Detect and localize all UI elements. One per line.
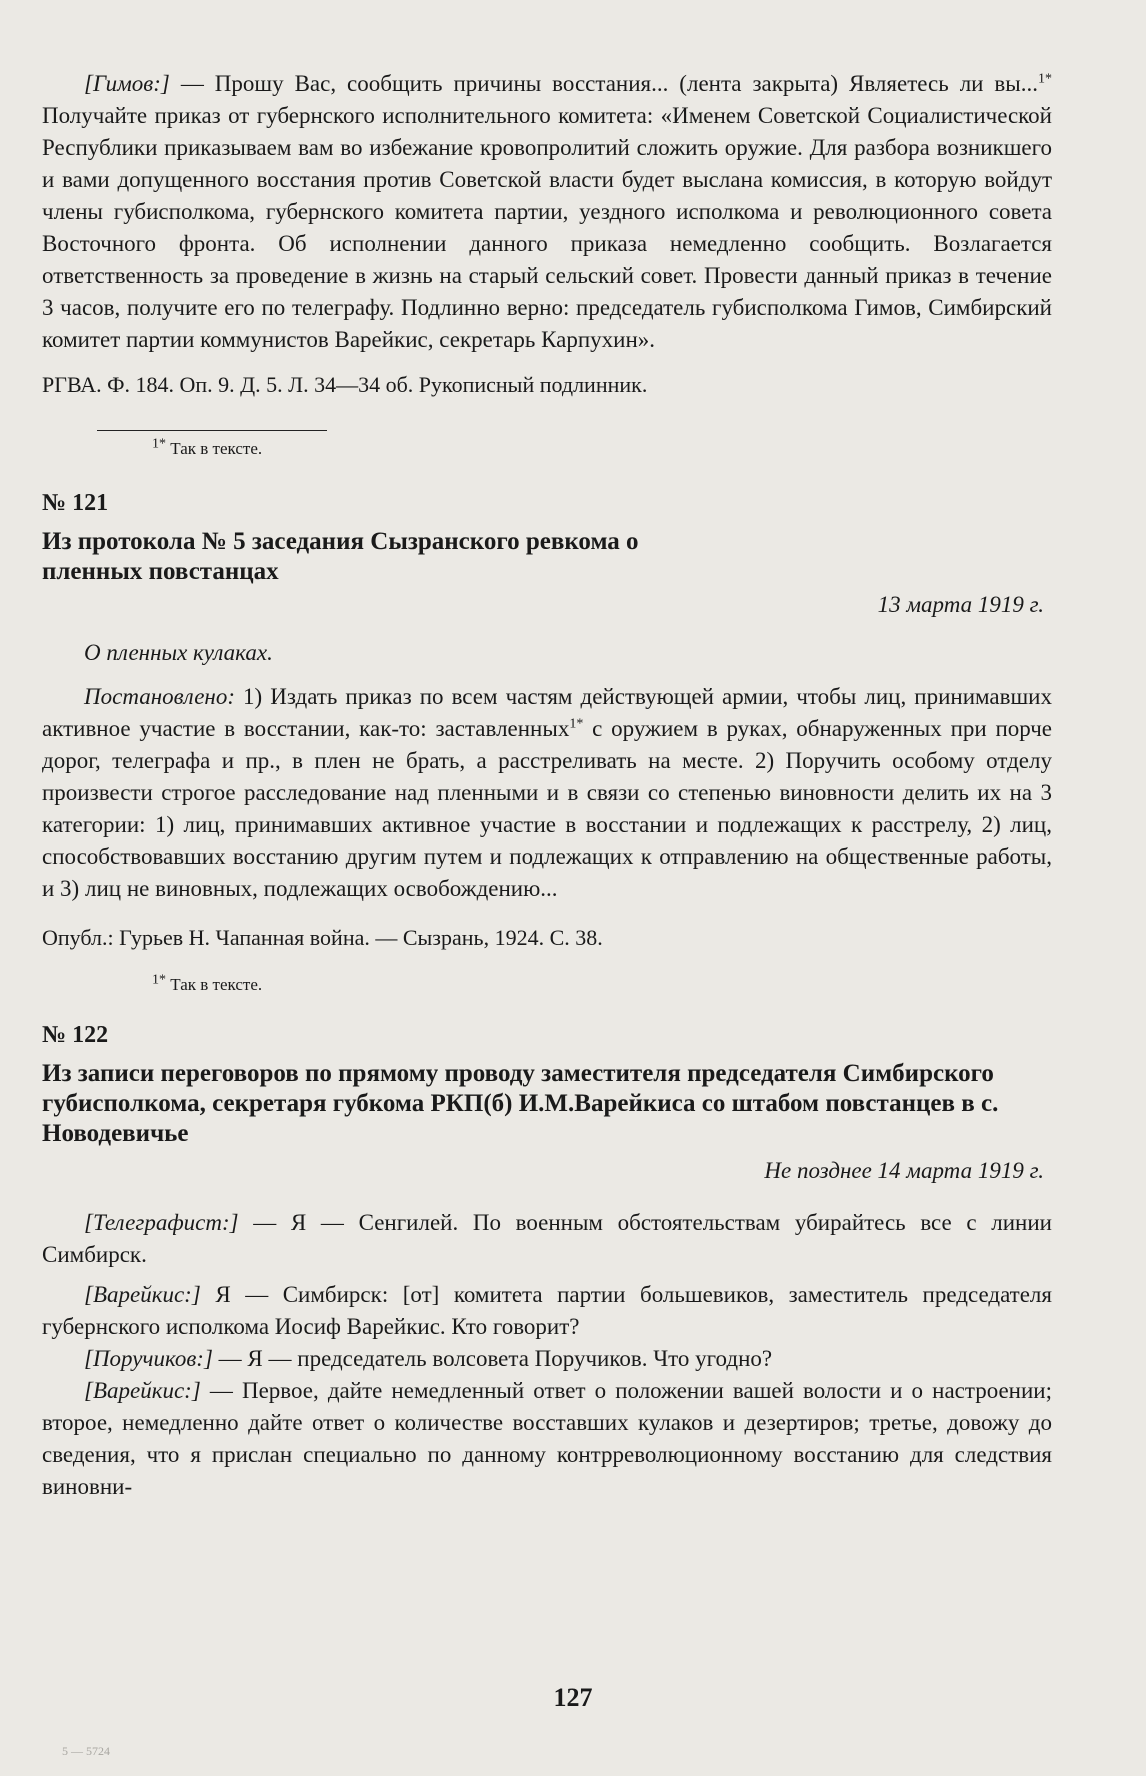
footnote-marker: 1* bbox=[1038, 71, 1052, 87]
document-title: Из протокола № 5 заседания Сызранского ревкома о пленных повстанцах bbox=[42, 528, 639, 585]
dialogue-text: — Я — Сенгилей. По военным обстоятельствам убирайтесь все с линии Симбирск. bbox=[42, 1210, 1052, 1267]
speaker-label: [Гимов:] bbox=[84, 71, 170, 96]
document-number: № 121 bbox=[42, 490, 109, 516]
print-mark: 5 — 5724 bbox=[62, 1744, 110, 1758]
dialogue-line bbox=[42, 1343, 1052, 1375]
dialogue-text: — Первое, дайте немедленный ответ о положении вашей волости и о настроении; второе, немедленно дайте ответ о количестве восставших кулаков и дезертиров; третье, довожу до сведения, что я прислан специально по данному контрреволюционному восстанию для следствия виновни- bbox=[42, 1378, 1052, 1499]
dialogue-line bbox=[42, 1279, 1052, 1343]
page-content bbox=[42, 68, 1052, 1503]
dialogue-text: — Я — председатель волсовета Поручиков. Что угодно? bbox=[212, 1346, 773, 1371]
footnote bbox=[152, 973, 1052, 997]
page-number: 127 bbox=[553, 1683, 593, 1712]
paragraph-text: 1) Издать приказ по всем частям действующей армии, чтобы лиц, принимавших активное участие в восстании, как-то: заставленных bbox=[42, 684, 1052, 741]
document-number: № 122 bbox=[42, 1022, 109, 1048]
publication-source: Опубл.: Гурьев Н. Чапанная война. — Сызрань, 1924. С. 38. bbox=[42, 925, 603, 950]
footnote-marker: 1* bbox=[152, 436, 166, 452]
speaker-label: [Варейкис:] bbox=[84, 1282, 201, 1307]
footnote-text: Так в тексте. bbox=[166, 975, 263, 994]
paragraph-text: Получайте приказ от губернского исполнительного комитета: «Именем Советской Социалистической Республики приказываем вам во избежание кровопролитий сложить оружие. Для разбора возникшего и вами допущенного восстания против Советской власти будет выслана комиссия, в которую войдут члены губисполкома, губернского комитета партии, уездного исполкома и революционного совета Восточного фронта. Об исполнении данного приказа немедленно сообщить. Возлагается ответственность за проведение в жизнь на старый сельский совет. Провести данный приказ в течение 3 часов, получите его по телеграфу. Подлинно верно: председатель губисполкома Гимов, Симбирский комитет партии коммунистов Варейкис, секретарь Карпухин». bbox=[42, 103, 1052, 352]
document-title: Из записи переговоров по прямому проводу заместителя председателя Симбирского губисполкома, секретаря губкома РКП(б) И.М.Варейкиса со штабом повстанцев в с. Новодевичье bbox=[42, 1060, 999, 1147]
dialogue-line bbox=[42, 1375, 1052, 1503]
footnote-marker: 1* bbox=[569, 716, 584, 732]
speaker-label: [Поручиков:] bbox=[84, 1346, 213, 1371]
resolution-paragraph bbox=[42, 681, 1052, 905]
resolution-label: Постановлено: bbox=[84, 684, 235, 709]
dialogue-line bbox=[42, 1207, 1052, 1271]
footnote-divider bbox=[97, 430, 327, 431]
footnote-text: Так в тексте. bbox=[166, 439, 263, 458]
speaker-label: [Варейкис:] bbox=[84, 1378, 201, 1403]
dialogue-text: Я — Симбирск: [от] комитета партии большевиков, заместитель председателя губернского исполкома Иосиф Варейкис. Кто говорит? bbox=[42, 1282, 1052, 1339]
document-date: 13 марта 1919 г. bbox=[877, 592, 1044, 617]
document-date: Не позднее 14 марта 1919 г. bbox=[764, 1158, 1044, 1183]
speaker-label: [Телеграфист:] bbox=[84, 1210, 239, 1235]
subject-line: О пленных кулаках. bbox=[84, 640, 273, 665]
footnote-marker: 1* bbox=[152, 972, 166, 988]
paragraph-text: — Прошу Вас, сообщить причины восстания... (лента закрыта) Являетесь ли вы... bbox=[169, 71, 1038, 96]
paragraph-text: с оружием в руках, обнаруженных при порче дорог, телеграфа и пр., в плен не брать, а расстреливать на месте. 2) Поручить особому отделу произвести строгое расследование над пленными и в связи со степенью виновности делить их на 3 категории: 1) лиц, принимавших активное участие в восстании и подлежащих к расстрелу, 2) лиц, способствовавших восстанию другим путем и подлежащих к отправлению на общественные работы, и 3) лиц не виновных, подлежащих освобождению... bbox=[42, 716, 1053, 901]
archive-source: РГВА. Ф. 184. Оп. 9. Д. 5. Л. 34—34 об. Рукописный подлинник. bbox=[42, 372, 648, 397]
paragraph-gimov bbox=[42, 68, 1052, 356]
footnote bbox=[152, 437, 1052, 461]
